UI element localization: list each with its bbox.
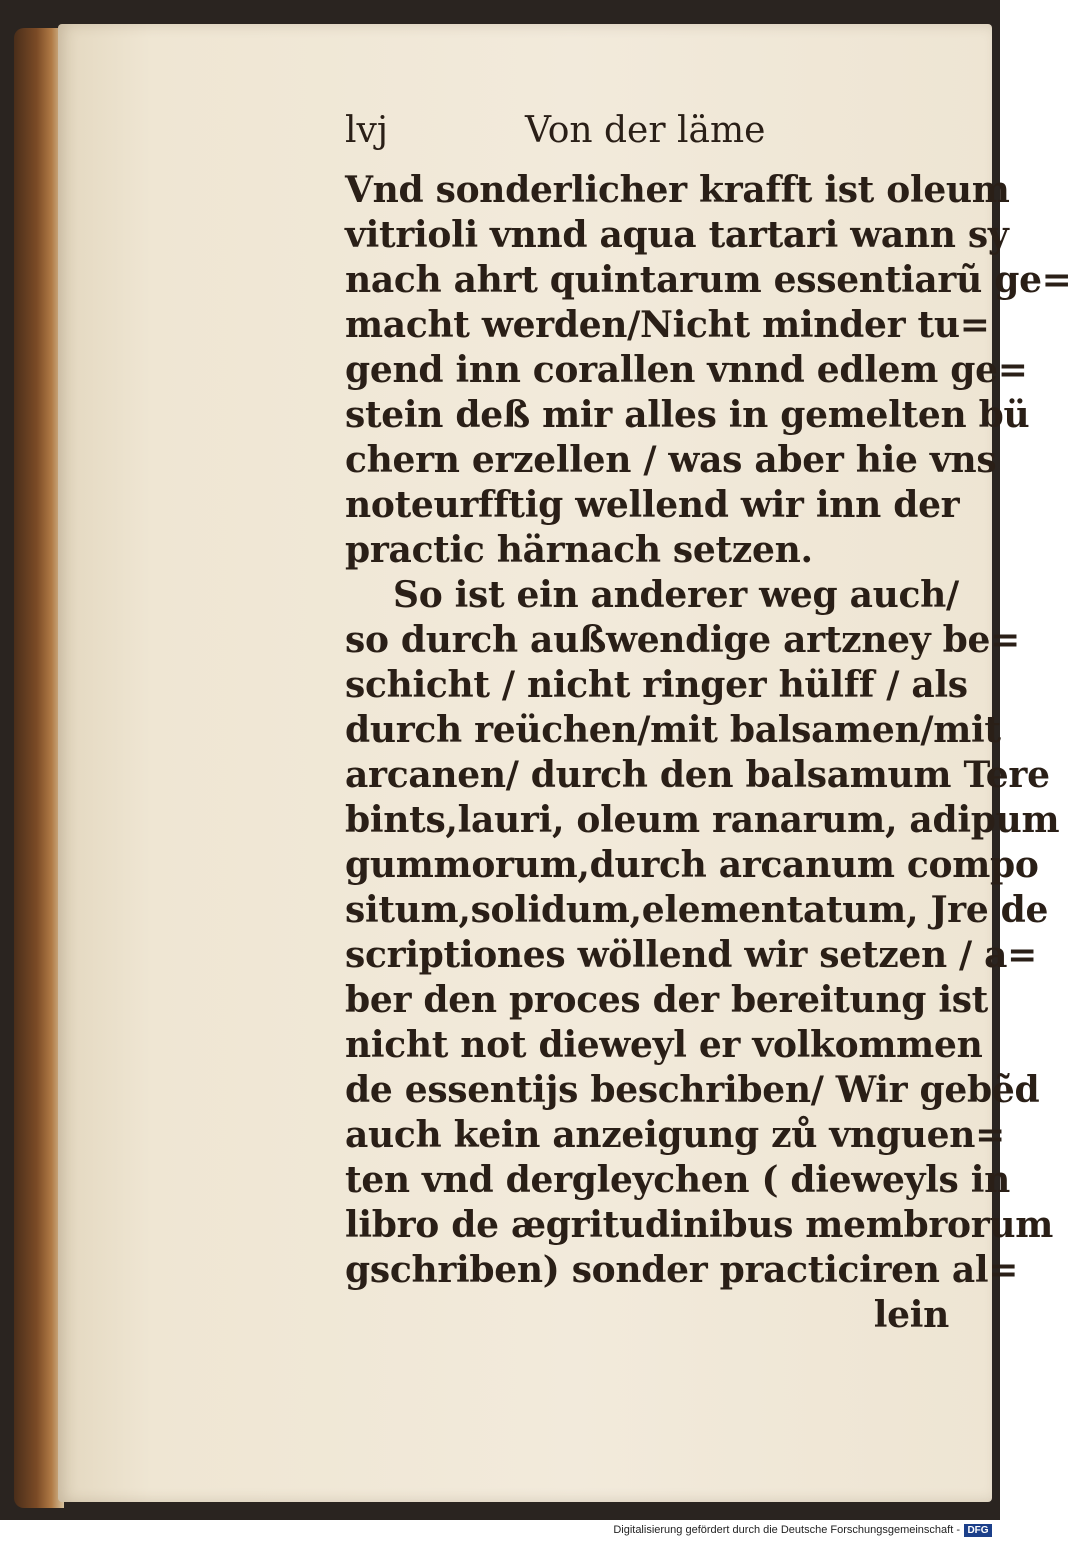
text-line: vitrioli vnnd aqua tartari wann sy (345, 214, 1009, 256)
text-line: So ist ein anderer weg auch/ (393, 574, 959, 616)
text-block (345, 110, 1072, 1338)
text-line: de essentijs beschriben/ Wir gebẽd (345, 1069, 1040, 1111)
text-line: gschriben) sonder practiciren al= (345, 1249, 1019, 1291)
body-text (345, 168, 1072, 1338)
text-line: nicht not dieweyl er volkommen (345, 1024, 983, 1066)
text-line: situm,solidum,elementatum, Jre de (345, 889, 1049, 931)
text-line: practic härnach setzen. (345, 529, 813, 571)
text-line: chern erzellen / was aber hie vns (345, 439, 997, 481)
page-header (345, 110, 949, 168)
text-line: bints,lauri, oleum ranarum, adipum (345, 799, 1060, 841)
text-line: noteurfftig wellend wir inn der (345, 484, 960, 526)
text-line: ten vnd dergleychen ( dieweyls in (345, 1159, 1011, 1201)
text-line: so durch außwendige artzney be= (345, 619, 1020, 661)
book-edge (14, 28, 64, 1508)
folio-number: lvj (345, 110, 389, 151)
text-line: macht werden/Nicht minder tu= (345, 304, 990, 346)
text-line: nach ahrt quintarum essentiarũ ge= (345, 259, 1072, 301)
footer-bar (0, 1520, 1000, 1542)
text-line: arcanen/ durch den balsamum Tere (345, 754, 1050, 796)
text-line: auch kein anzeigung zů vnguen= (345, 1114, 1005, 1156)
text-line: durch reüchen/mit balsamen/mit (345, 709, 1001, 751)
text-line: gummorum,durch arcanum compo (345, 844, 1039, 886)
text-line: scriptiones wöllend wir setzen / a= (345, 934, 1038, 976)
running-title: Von der läme (525, 110, 766, 151)
text-line: schicht / nicht ringer hülff / als (345, 664, 968, 706)
text-line: libro de ægritudinibus membrorum (345, 1204, 1054, 1246)
catchword: lein (873, 1294, 949, 1336)
text-line: stein deß mir alles in gemelten bü (345, 394, 1030, 436)
dfg-logo: DFG (964, 1524, 992, 1537)
dfg-credit-text: Digitalisierung gefördert durch die Deutsche Forschungsgemeinschaft - (613, 1524, 960, 1536)
text-line: Vnd sonderlicher krafft ist oleum (345, 169, 1010, 211)
text-line: ber den proces der bereitung ist (345, 979, 988, 1021)
text-line: gend inn corallen vnnd edlem ge= (345, 349, 1028, 391)
